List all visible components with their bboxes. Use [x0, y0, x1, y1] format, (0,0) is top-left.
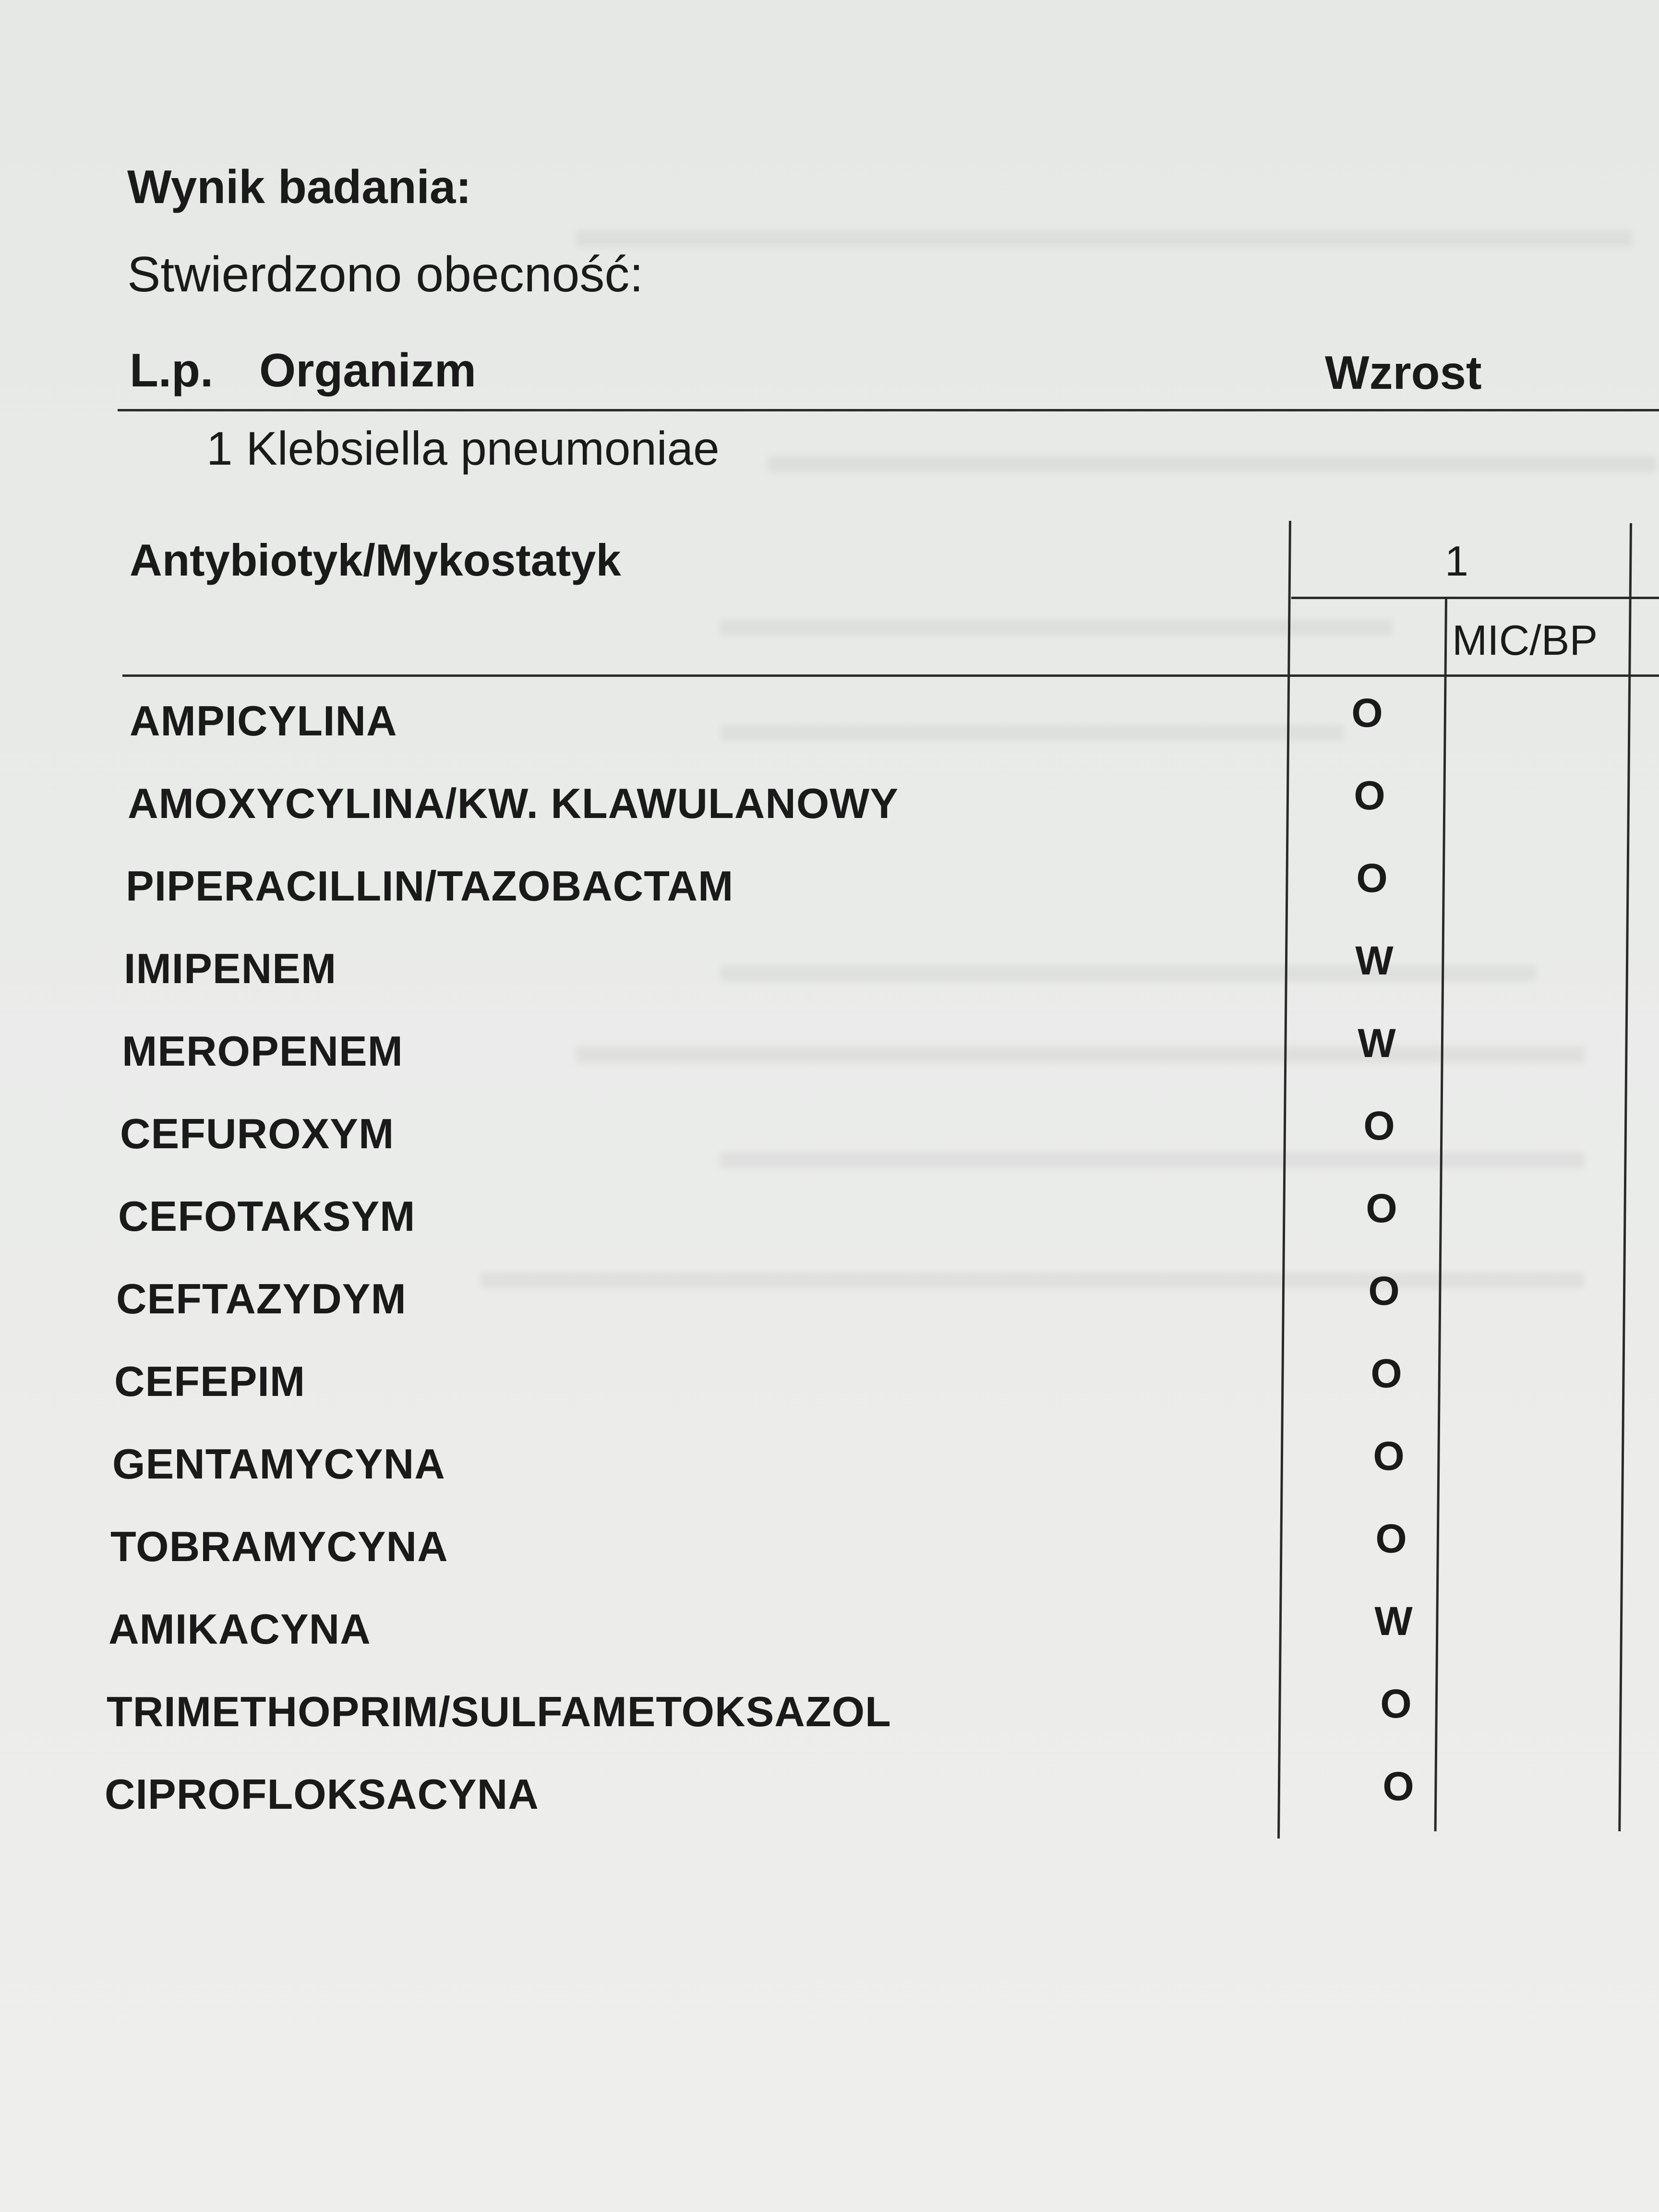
bleed-through-mark: [720, 725, 1344, 741]
antibiogram-column-divider: [1277, 521, 1291, 1839]
antibiogram-row-antibiotic: CIPROFLOKSACYNA: [105, 1770, 539, 1818]
antibiogram-row-result: W: [1355, 938, 1394, 983]
result-subtitle: Stwierdzono obecność:: [127, 247, 644, 302]
antibiogram-row-antibiotic: AMPICYLINA: [130, 697, 397, 745]
result-section-title: Wynik badania:: [127, 160, 472, 213]
antibiogram-row-antibiotic: IMIPENEM: [124, 945, 337, 992]
antibiogram-row-result: O: [1382, 1764, 1414, 1809]
antibiogram-row-result: O: [1375, 1516, 1407, 1561]
bleed-through-mark: [480, 1272, 1584, 1288]
bleed-through-mark: [720, 1152, 1584, 1168]
antibiogram-row-result: O: [1380, 1681, 1412, 1726]
antibiogram-row-result: O: [1368, 1268, 1400, 1313]
organism-row: [206, 422, 720, 475]
antibiogram-row-antibiotic: AMOXYCYLINA/KW. KLAWULANOWY: [128, 780, 899, 827]
antibiogram-row-antibiotic: CEFUROXYM: [120, 1110, 395, 1157]
organism-table-header-growth: Wzrost: [1325, 346, 1482, 399]
antibiogram-row-result: W: [1374, 1599, 1413, 1644]
bleed-through-mark: [576, 1046, 1584, 1063]
bleed-through-mark: [768, 456, 1656, 472]
antibiogram-row-result: O: [1356, 855, 1388, 901]
bleed-through-mark: [720, 965, 1536, 981]
antibiogram-row-antibiotic: AMIKACYNA: [108, 1605, 371, 1653]
antibiogram-row-result: O: [1354, 773, 1385, 818]
antibiogram-row-antibiotic: MEROPENEM: [122, 1027, 403, 1075]
antibiogram-row-result: O: [1370, 1351, 1402, 1396]
antibiogram-header-mic: MIC/BP: [1452, 616, 1598, 664]
antibiogram-row-antibiotic: CEFTAZYDYM: [116, 1275, 407, 1322]
antibiogram-row-antibiotic: PIPERACILLIN/TAZOBACTAM: [126, 862, 734, 910]
organism-table-header-organism: Organizm: [259, 344, 476, 397]
organism-row-name: Klebsiella pneumoniae: [246, 422, 720, 475]
antibiogram-row-antibiotic: TOBRAMYCYNA: [110, 1523, 448, 1570]
organism-row-lp: 1: [206, 422, 233, 475]
antibiogram-header-rule: [122, 674, 1659, 677]
antibiogram-column-divider: [1618, 523, 1632, 1831]
bleed-through-mark: [576, 230, 1632, 247]
antibiogram-row-result: O: [1363, 1103, 1395, 1148]
antibiogram-row-result: O: [1366, 1186, 1397, 1231]
antibiogram-row-result: W: [1358, 1021, 1396, 1066]
antibiogram-subheader-rule: [1291, 597, 1659, 599]
antibiogram-header-antibiotic: Antybiotyk/Mykostatyk: [130, 535, 621, 585]
organism-table-header-rule: [118, 409, 1659, 411]
antibiogram-row-antibiotic: TRIMETHOPRIM/SULFAMETOKSAZOL: [107, 1688, 891, 1735]
antibiogram-column-divider: [1434, 598, 1447, 1831]
antibiogram-row-antibiotic: CEFOTAKSYM: [118, 1192, 416, 1240]
antibiogram-row-result: O: [1373, 1433, 1405, 1479]
antibiogram-header-isolate: 1: [1445, 537, 1468, 585]
antibiogram-row-antibiotic: CEFEPIM: [114, 1358, 306, 1405]
antibiogram-row-result: O: [1351, 690, 1383, 735]
organism-table-header-lp: L.p.: [130, 344, 214, 397]
antibiogram-row-antibiotic: GENTAMYCYNA: [112, 1440, 445, 1488]
bleed-through-mark: [720, 619, 1392, 636]
